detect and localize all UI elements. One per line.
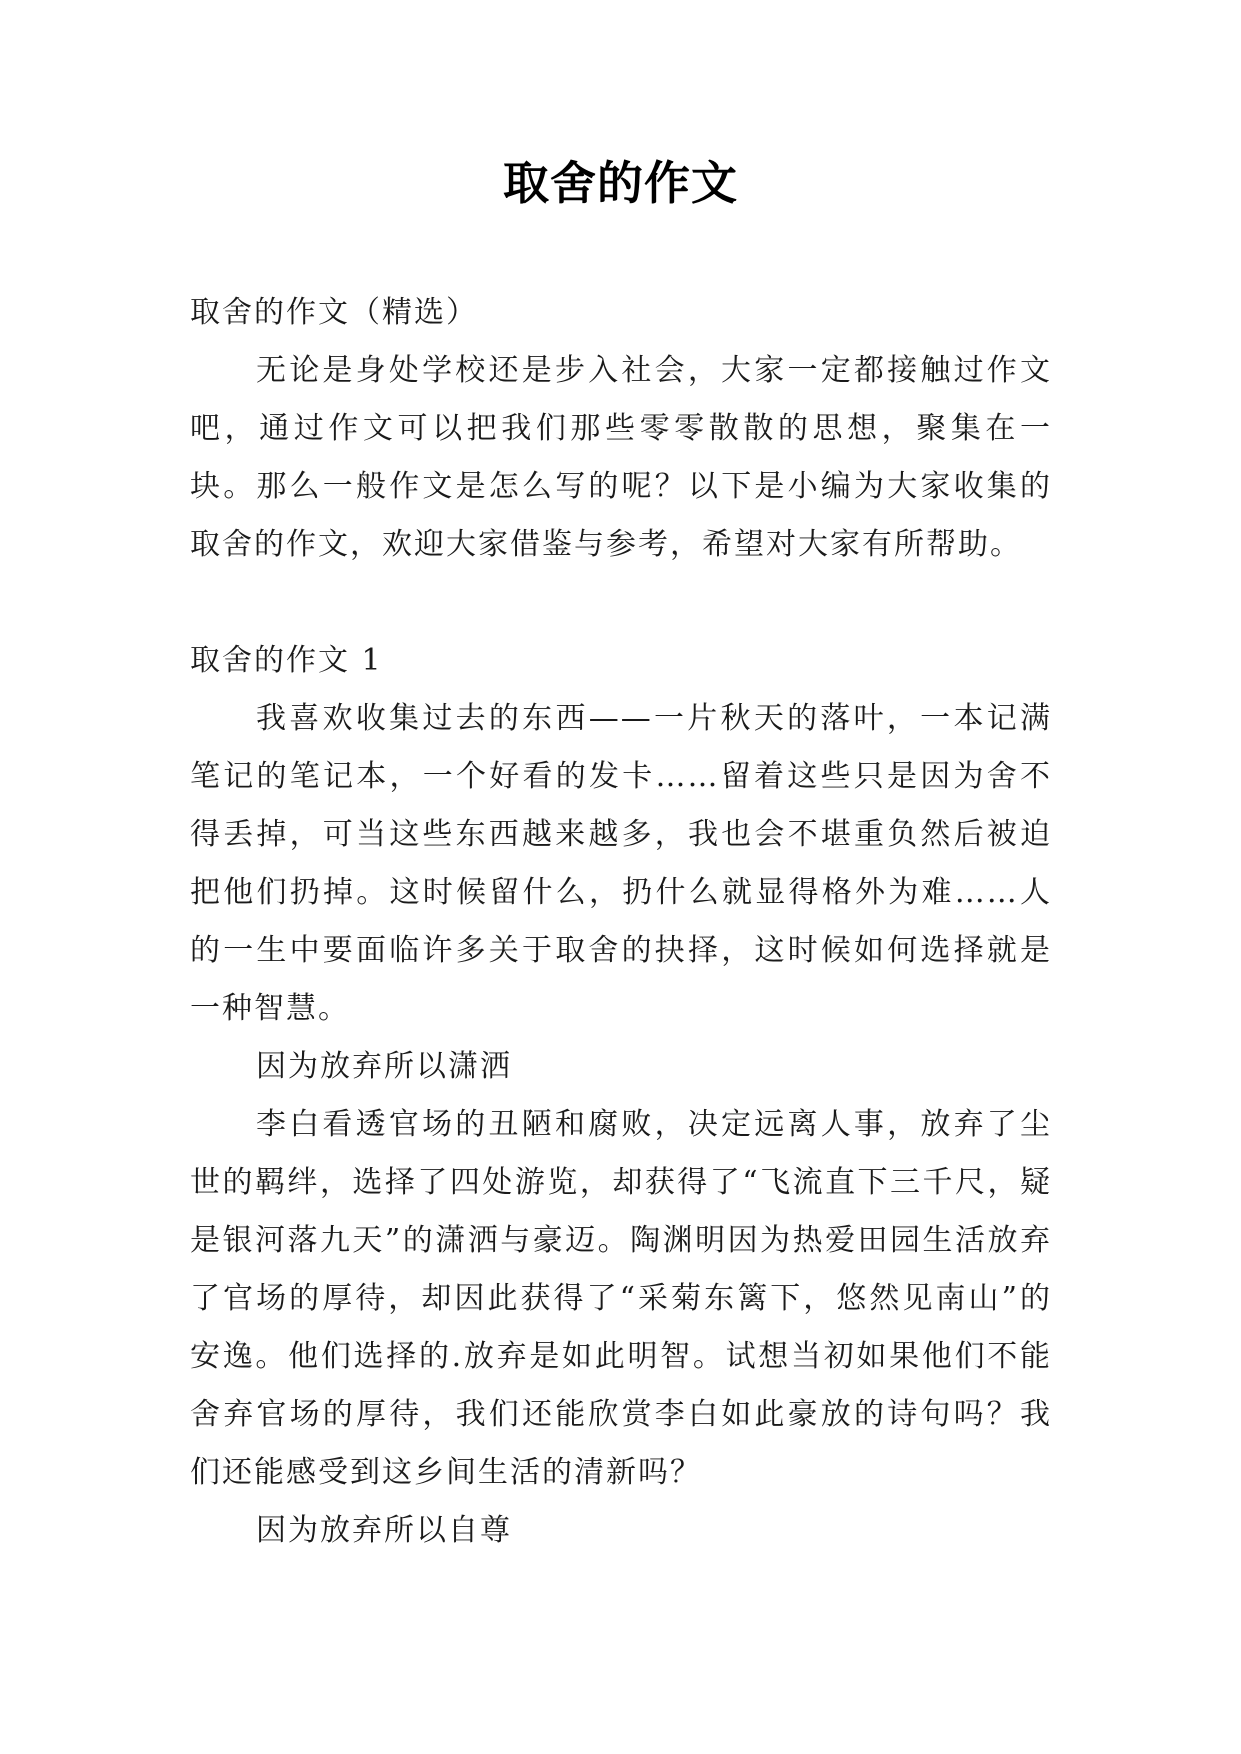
section-paragraph-1: 我喜欢收集过去的东西——一片秋天的落叶，一本记满笔记的笔记本，一个好看的发卡……留着这些只是因为舍不得丢掉，可当这些东西越来越多，我也会不堪重负然后被迫把他们扔掉。这时候留什么，扔什么就显得格外为难……人的一生中要面临许多关于取舍的抉择，这时候如何选择就是一种智慧。 [190,701,1052,1026]
paragraph-gap [190,574,1052,632]
section-heading: 取舍的作文 1 [190,643,383,678]
document-title: 取舍的作文 [503,156,738,210]
section-subheading-1: 因为放弃所以潇洒 [256,1049,512,1084]
intro-paragraph: 无论是身处学校还是步入社会，大家一定都接触过作文吧，通过作文可以把我们那些零零散散的思想，聚集在一块。那么一般作文是怎么写的呢？以下是小编为大家收集的取舍的作文，欢迎大家借鉴与参考，希望对大家有所帮助。 [190,353,1052,562]
document-body [190,284,1052,1560]
document-subtitle: 取舍的作文（精选） [190,295,478,330]
section-subheading-2: 因为放弃所以自尊 [256,1513,512,1548]
section-paragraph-2: 李白看透官场的丑陋和腐败，决定远离人事，放弃了尘世的羁绊，选择了四处游览，却获得了“飞流直下三千尺，疑是银河落九天”的潇洒与豪迈。陶渊明因为热爱田园生活放弃了官场的厚待，却因此获得了“采菊东篱下，悠然见南山”的安逸。他们选择的.放弃是如此明智。试想当初如果他们不能舍弃官场的厚待，我们还能欣赏李白如此豪放的诗句吗？我们还能感受到这乡间生活的清新吗？ [190,1107,1052,1490]
